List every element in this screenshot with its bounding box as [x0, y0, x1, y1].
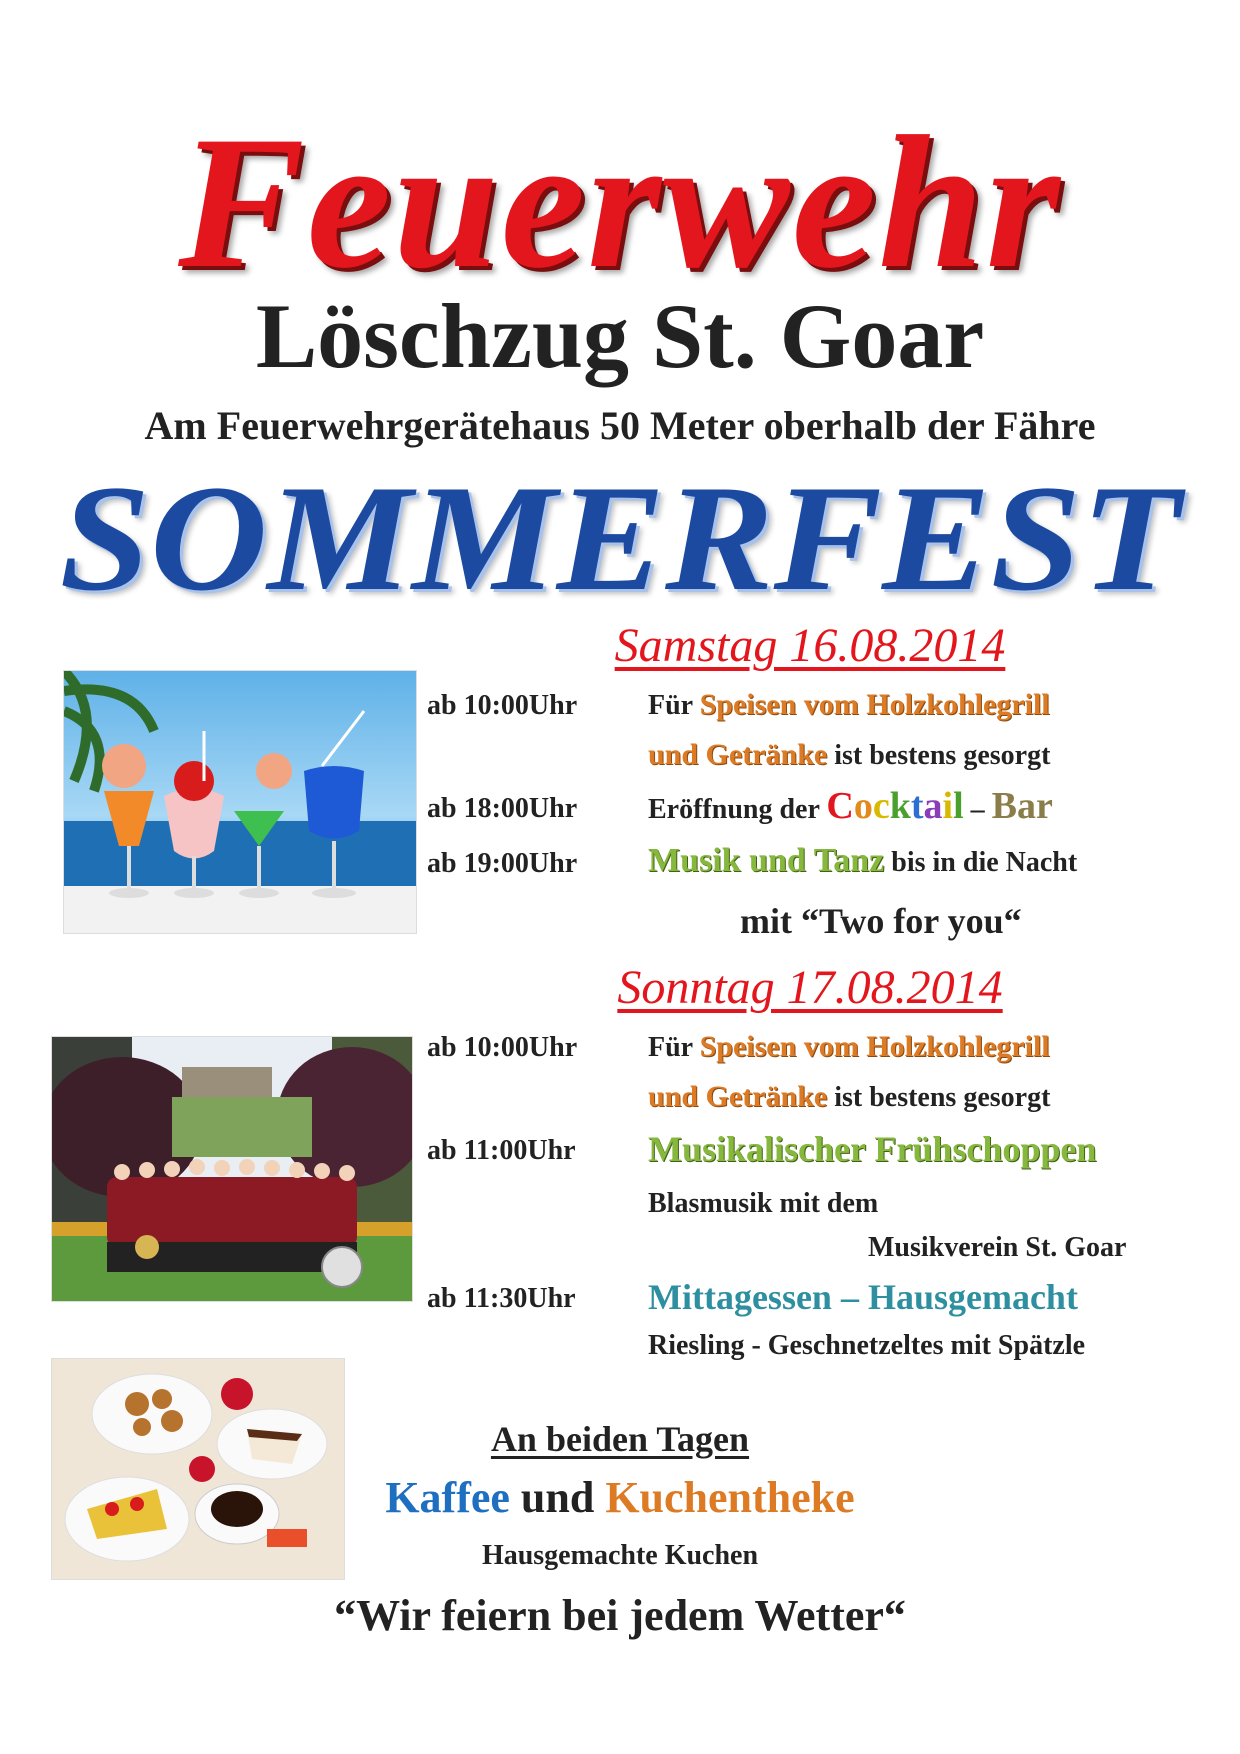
sun-desc-1-highlight: Speisen vom Holzkohlegrill [699, 1030, 1050, 1063]
cocktails-photo [63, 670, 417, 934]
cocktail-letter: t [910, 785, 924, 827]
sat-desc-1 [648, 688, 1050, 722]
cocktail-letter: c [872, 785, 890, 827]
subtitle-loeschzug: Löschzug St. Goar [255, 285, 985, 387]
sun-desc-1-line2-post: ist bestens gesorgt [827, 1082, 1051, 1113]
sat-desc-1-line2-post: ist bestens gesorgt [827, 740, 1051, 771]
cocktail-letter: l [953, 785, 964, 827]
coffee-cake-photo [51, 1358, 345, 1580]
kaffee-kuchen-line [300, 1472, 940, 1523]
sun-desc-2-line2: Blasmusik mit dem [648, 1188, 879, 1219]
sun-desc-1 [648, 1030, 1050, 1064]
cocktail-letter: k [889, 785, 911, 827]
cocktail-letter: o [853, 785, 873, 827]
sat-desc-1-line2-highlight: und Getränke [648, 738, 828, 771]
title-sommerfest: SOMMERFEST [59, 454, 1181, 622]
sat-desc-3 [648, 842, 1077, 880]
location-line: Am Feuerwehrgerätehaus 50 Meter oberhalb der Fähre [144, 403, 1096, 448]
bar-word: Bar [991, 785, 1053, 827]
sun-desc-1-line2 [648, 1080, 1050, 1114]
both-days-heading: An beiden Tagen [490, 1419, 750, 1459]
sunday-heading: Sonntag 17.08.2014 [617, 961, 1003, 1014]
sun-desc-2-highlight: Musikalischer Frühschoppen [648, 1129, 1097, 1169]
brass-band-photo [51, 1036, 413, 1302]
sun-desc-1-pre: Für [648, 1032, 700, 1063]
sun-desc-2-line3: Musikverein St. Goar [868, 1232, 1127, 1263]
sat-time-3: ab 19:00Uhr [427, 848, 578, 879]
saturday-heading: Samstag 16.08.2014 [614, 619, 1006, 672]
sat-desc-1-pre: Für [648, 690, 700, 721]
sat-desc-3-line2: mit “Two for you“ [740, 901, 1022, 941]
cocktail-letter: a [923, 785, 943, 827]
sat-desc-2-dash: – [963, 794, 992, 825]
kaffee-word: Kaffee [385, 1473, 510, 1522]
sun-desc-3-highlight: Mittagessen – Hausgemacht [648, 1277, 1078, 1317]
kuchentheke-word: Kuchentheke [605, 1473, 855, 1522]
sun-time-1: ab 10:00Uhr [427, 1032, 578, 1063]
motto-text: “Wir feiern bei jedem Wetter“ [334, 1591, 906, 1640]
title-feuerwehr: Feuerwehr [178, 98, 1062, 308]
homemade-cakes-text: Hausgemachte Kuchen [481, 1540, 759, 1571]
cocktail-letter: i [942, 785, 954, 827]
sat-time-1: ab 10:00Uhr [427, 690, 578, 721]
sat-desc-1-line2 [648, 738, 1050, 772]
sun-desc-3-line2: Riesling - Geschnetzeltes mit Spätzle [648, 1330, 1086, 1361]
cocktail-word [826, 785, 964, 827]
sat-desc-1-highlight: Speisen vom Holzkohlegrill [699, 688, 1050, 721]
cocktail-letter: C [826, 785, 854, 827]
sat-desc-2 [648, 784, 1053, 828]
und-word: und [509, 1473, 606, 1522]
sat-time-2: ab 18:00Uhr [427, 793, 578, 824]
sat-desc-2-pre: Eröffnung der [648, 794, 827, 825]
sun-time-2: ab 11:00Uhr [427, 1135, 576, 1166]
sun-time-3: ab 11:30Uhr [427, 1283, 576, 1314]
sun-desc-1-line2-highlight: und Getränke [648, 1080, 828, 1113]
sat-desc-3-highlight: Musik und Tanz [648, 842, 885, 879]
sat-desc-3-post: bis in die Nacht [884, 847, 1078, 878]
